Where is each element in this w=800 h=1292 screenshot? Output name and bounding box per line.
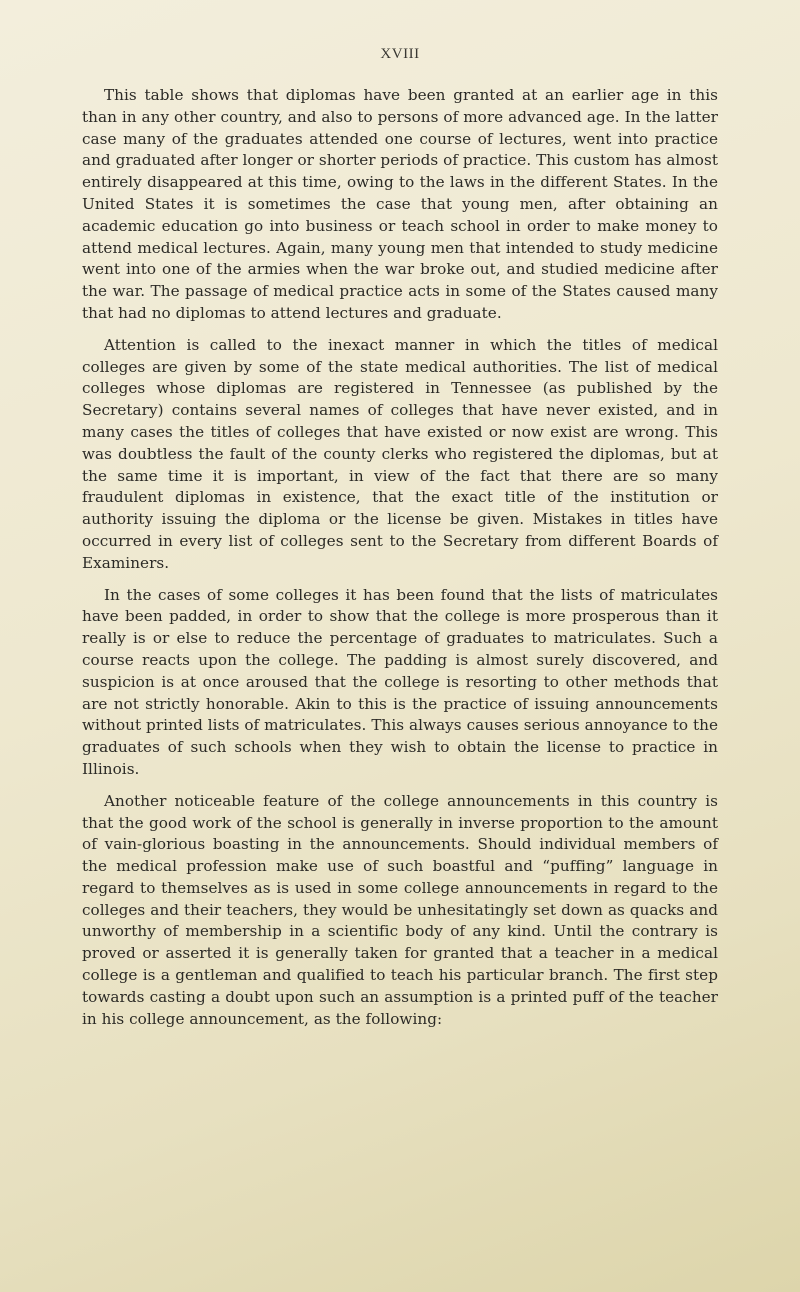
page-number: XVIII: [380, 46, 420, 62]
paragraph-college-titles: Attention is called to the inexact manner in which the titles of medical colleges are given by some of the state medical authorities. The list of medical colleges whose diplomas are registered in Tennessee (as published by the Secretary) contains several names of colleges that have never existed, and in many cases the titles of colleges that have existed or now exist are wrong. This was doubtless the fault of the county clerks who registered the diplomas, but at the same time it is important, in view of the fact that there are so many fraudulent diplomas in existence, that the exact title of the institution or authority issuing the diploma or the license be given. Mistakes in titles have occurred in every list of colleges sent to the Secretary from different Boards of Examiners.: [82, 335, 718, 572]
paragraph-padded-matriculates: In the cases of some colleges it has been found that the lists of matriculates have been padded, in order to show that the college is more prosperous than it really is or else to reduce the percentage of graduates to matriculates. Such a course reacts upon the college. The padding is almost surely discovered, and suspicion is at once aroused that the college is resorting to other methods that are not strictly honorable. Akin to this is the practice of issuing announcements without printed lists of matriculates. This always causes serious annoyance to the graduates of such schools when they wish to obtain the license to practice in Illinois.: [82, 585, 718, 778]
paragraph-boastful-announcements: Another noticeable feature of the college announcements in this country is that the good work of the school is generally in inverse proportion to the amount of vain-glorious boasting in the announcements. Should individual members of the medical profession make use of such boastful and “puffing” language in regard to themselves as is used in some college announcements in regard to the colleges and their teachers, they would be unhesitatingly set down as quacks and unworthy of membership in a scientific body of any kind. Until the contrary is proved or asserted it is generally taken for granted that a teacher in a medical college is a gentleman and qualified to teach his particular branch. The first step towards casting a doubt upon such an assumption is a printed puff of the teacher in his college announcement, as the following:: [82, 791, 718, 1028]
paragraph-diploma-age: This table shows that diplomas have been granted at an earlier age in this than in any other country, and also to persons of more advanced age. In the latter case many of the graduates attended one course of lectures, went into practice and graduated after longer or shorter periods of practice. This custom has almost entirely disappeared at this time, owing to the laws in the different States. In the United States it is sometimes the case that young men, after obtaining an academic education go into business or teach school in order to make money to attend medical lectures. Again, many young men that intended to study medicine went into one of the armies when the war broke out, and studied medicine after the war. The passage of medical practice acts in some of the States caused many that had no diplomas to attend lectures and graduate.: [82, 86, 718, 322]
